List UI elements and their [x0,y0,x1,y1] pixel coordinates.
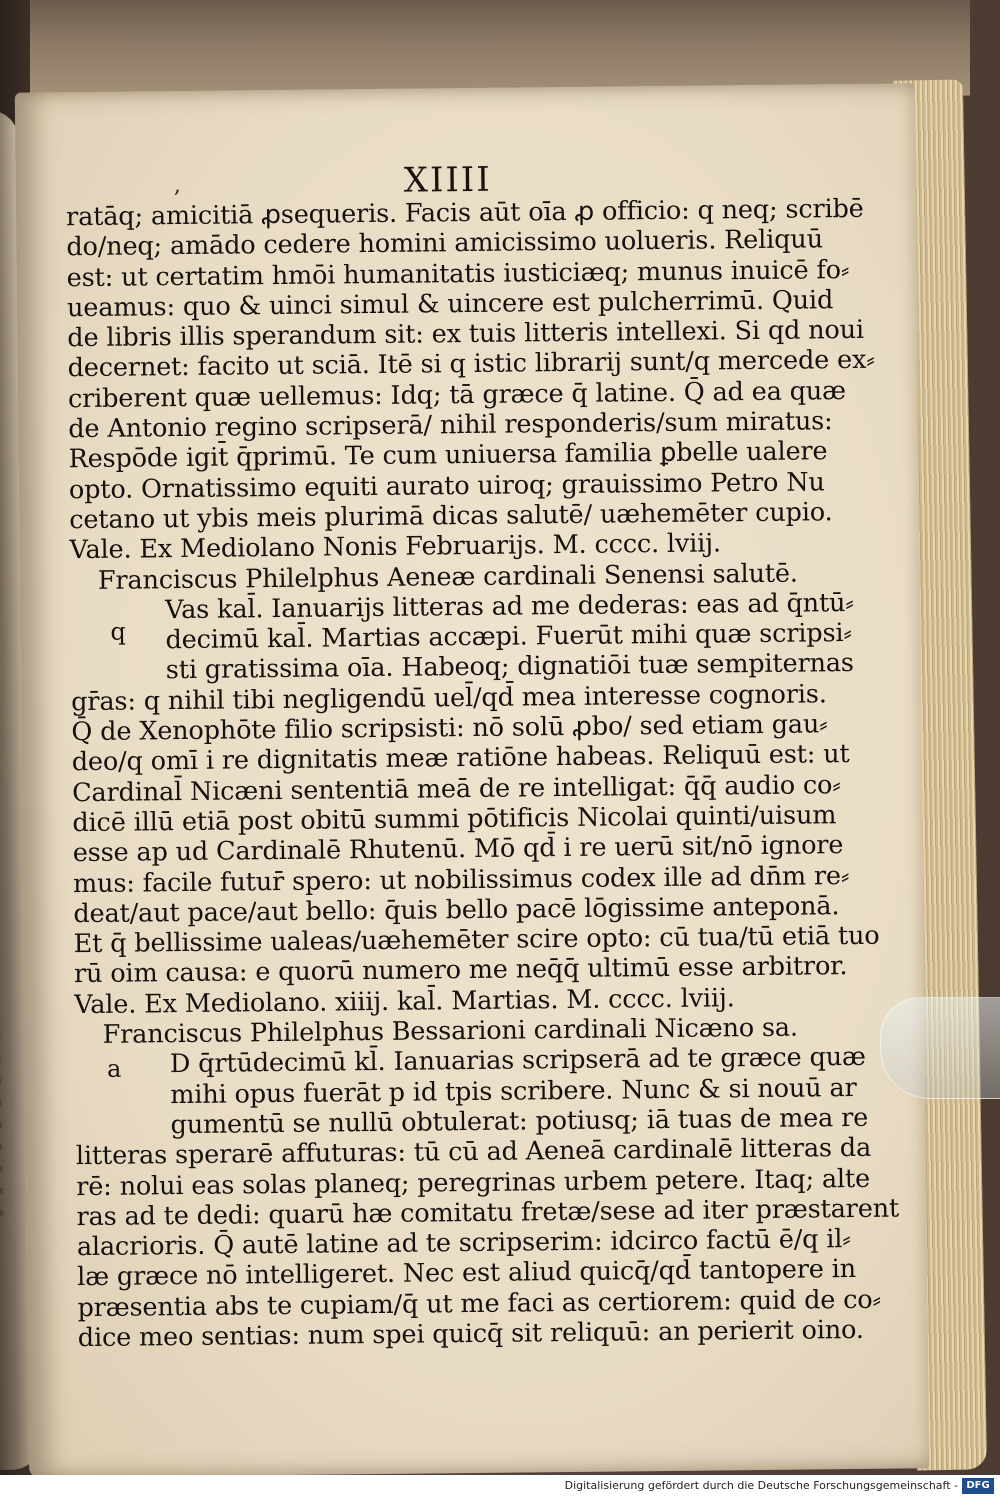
text-line: D q̄rtūdecimū kl̄. Ianuarias scripserā ad te græce quæ [169,1042,866,1080]
guide-letter: a [106,1054,122,1083]
text-line: sti gratissima oīa. Habeoq; dignatiōi tuæ sempiternas [165,648,854,686]
left-page-text-fragment [0,330,4,1230]
letter-heading: Franciscus Philelphus Bessarioni cardinali Nicæno sa. [102,1012,799,1050]
footer-bar [0,1475,1000,1498]
text-line: litteras sperarē affuturas: tū cū ad Aeneā cardinalē litteras da [75,1133,872,1172]
page-clip [880,997,1000,1099]
text-line: ueamus: quo & uinci simul & uincere est pulcherrimū. Quid [66,285,834,324]
folio-number: XIIII [403,159,492,201]
text-line: alacrioris. Q̄ autē latine ad te scripserim: idcirco factū ē/q il⸗ [76,1224,851,1263]
text-line: criberent quæ uellemus: Idq; tā græce q̄ latine. Q̄ ad ea quæ [67,375,847,414]
text-line: est: ut certatim hmōi humanitatis iusticiæq; munus inuicē fo⸗ [66,254,850,293]
text-line: præsentia abs te cupiam/q̄ ut me faci as certiorem: quid de co⸗ [77,1284,882,1323]
text-line: Cardinal̄ Nicæni sententiā meā de re intelligat: q̄q̄ audio co⸗ [71,769,841,808]
text-line: gr̄as: q nihil tibi negligendū uel̄/qd̄ mea interesse cognoris. [70,679,827,717]
funding-note: Digitalisierung gefördert durch die Deutsche Forschungsgemeinschaft - [564,1479,958,1492]
guide-letter: q [110,617,126,646]
book-page [15,83,929,1475]
text-line: rē: nolui eas solas planeq; peregrinas urbem petere. Itaq; alte [76,1163,871,1202]
text-line: mus: facile futur̄ spero: ut nobilissimus codex ille ad dn̄m re⸗ [72,860,850,899]
letter-heading: Franciscus Philelphus Aeneæ cardinali Senensi salutē. [97,558,798,596]
text-line: decimū kal̄. Martias accæpi. Fuerūt mihi quæ scripsi⸗ [165,618,852,656]
text-line: deat/aut pace/aut bello: q̄uis bello pacē lōgissime anteponā. [73,890,840,930]
text-line: Et q̄ bellissime ualeas/uæhemēter scire opto: cū tua/tū etiā tuo [73,920,880,960]
text-line: mihi opus fuerāt p id tpis scribere. Nunc & si nouū ar [170,1072,857,1110]
text-line: de libris illis sperandum sit: ex tuis litteris intellexi. Si qd noui [67,315,865,354]
text-line: cetano ut ybis meis plurimā dicas salutē/ uæhemēter cupio. [69,497,833,536]
text-line: de Antonio regino scripserā/ nihil responderis/sum miratus: [68,406,833,445]
text-line: Vale. Ex Mediolano. xiiij. kal̄. Martias. M. cccc. lviij. [74,982,735,1020]
text-line: læ græce nō intelligeret. Nec est aliud quicq̄/qd̄ tantopere in [77,1254,857,1293]
text-line: Respōde igit̄ q̄primū. Te cum uniuersa familia ꝑbelle ualere [68,436,828,475]
text-line: dicē illū etiā post obitū summi pōtificis Nicolai quinti/uisum [72,800,837,839]
dfg-logo: DFG [962,1478,994,1494]
text-line: ratāq; amicitiā ꝓsequeris. Facis aūt oīa ꝓ officio: q neq; scribē [65,193,864,233]
text-line: esse ap ud Cardinalē Rhutenū. Mō qd̄ i re uerū sit/nō ignore [72,830,844,869]
page-mark: , [173,173,181,199]
text-line: Vale. Ex Mediolano Nonis Februarijs. M. cccc. lviij. [69,528,722,566]
text-line: decernet: facito ut sciā. Itē si q istic librarij sunt/q mercede ex⸗ [67,345,875,384]
text-block [65,193,900,1354]
text-line: ras ad te dedi: quarū hæ comitatu fretæ/sese ad iter præstarent [76,1193,900,1232]
text-line: Vas kal̄. Ianuarijs litteras ad me dederas: eas ad q̄ntū⸗ [165,587,854,626]
book-top-edge [30,0,970,96]
text-line: gumentū se nullū obtulerat: potiusq; iā tuas de mea re [170,1102,869,1141]
text-line: Q̄ de Xenophōte filio scripsisti: nō solū ꝓbo/ sed etiam gau⸗ [71,709,828,748]
text-line: do/neq; amādo cedere homini amicissimo uolueris. Reliquū [66,224,824,263]
text-line: dice meo sentias: num spei quicq̄ sit reliquū: an perierit oino. [77,1314,864,1354]
text-line: deo/q omī i re dignitatis meæ ratiōne habeas. Reliquū est: ut [71,739,850,778]
text-line: rū oim causa: e quorū numero me neq̄q̄ ultimū esse arbitror. [73,951,848,990]
text-line: opto. Ornatissimo equiti aurato uiroq; grauissimo Petro Nu [68,466,825,505]
